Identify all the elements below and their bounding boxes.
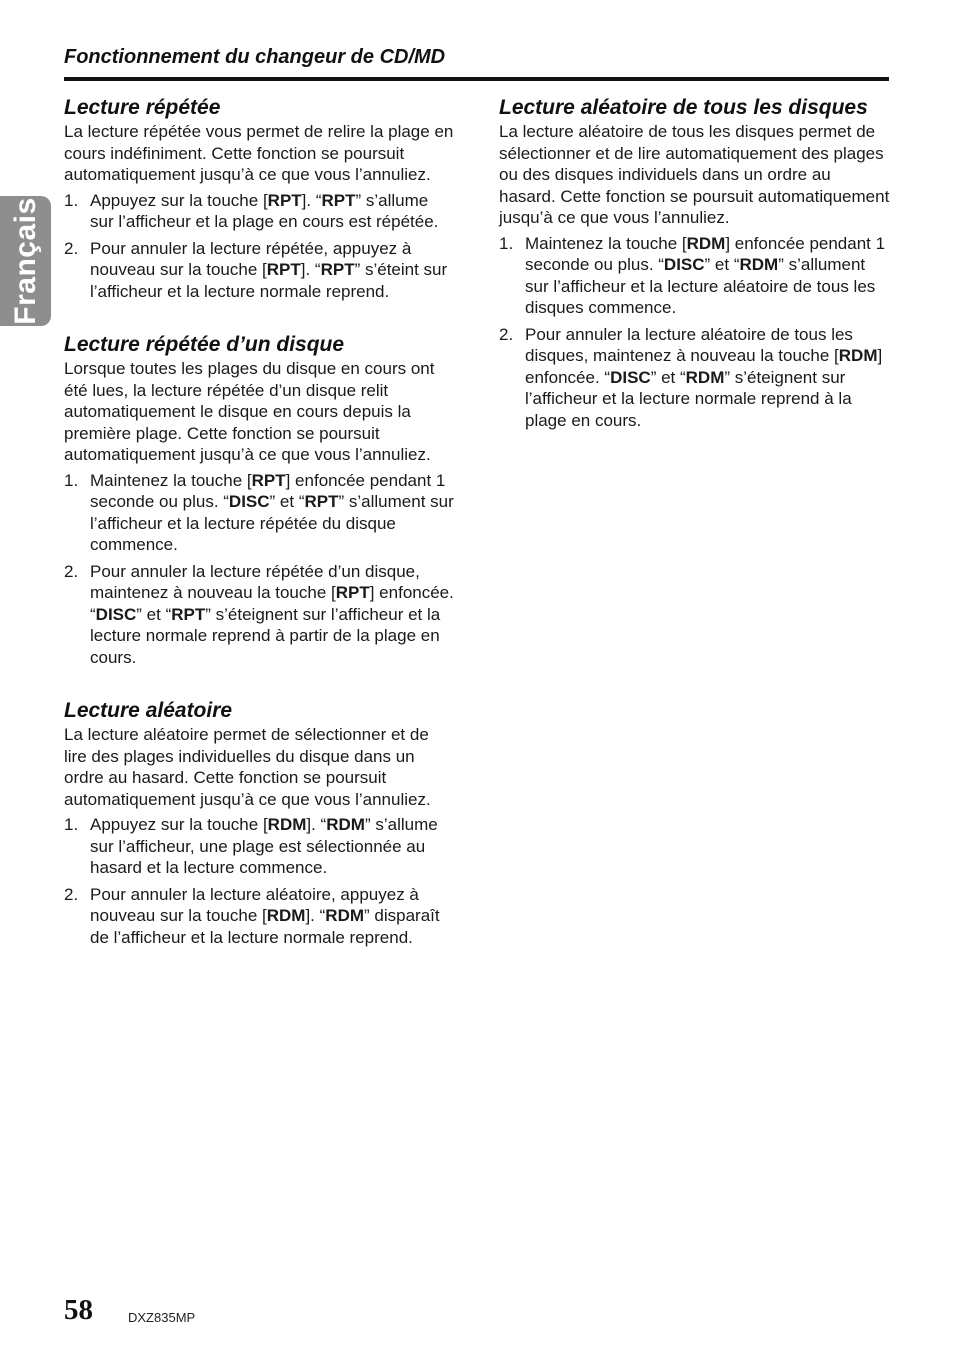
step-text: ” et “ [704, 255, 740, 274]
step-text: Pour annuler la lecture répétée d’un disque, maintenez à nouveau la touche [ [90, 561, 420, 602]
section-heading: Lecture répétée [64, 96, 221, 119]
button-key-label: RPT [267, 190, 302, 210]
step-text: Pour annuler la lecture aléatoire de tous les disques, maintenez à nouveau la touche [ [525, 324, 853, 365]
step-text: ]. “ [300, 260, 321, 279]
step-item [64, 190, 456, 233]
left-column [64, 94, 456, 977]
step-text: Appuyez sur la touche [ [90, 190, 268, 210]
step-text: ]. “ [301, 190, 322, 210]
button-key-label: RPT [251, 470, 286, 490]
section-heading: Lecture aléatoire [64, 699, 233, 722]
section-heading: Lecture aléatoire de tous les disques [499, 96, 868, 119]
step-text: ]. “ [306, 815, 327, 834]
step-item [499, 233, 891, 319]
section [64, 331, 456, 668]
step-text: ” s’allument sur l’afficheur et la lecture répétée du disque commence. [90, 492, 454, 554]
button-key-label: RDM [686, 233, 726, 253]
section-paragraph: La lecture aléatoire permet de sélectionner et de lire des plages individuelles du disque dans un ordre au hasard. Cette fonction se poursuit automatiquement jusqu’à ce que vous l’annuliez. [64, 725, 431, 809]
step-item [64, 238, 456, 303]
right-column [499, 94, 891, 460]
button-key-label: RDM [267, 815, 307, 834]
step-list [64, 814, 456, 948]
step-text: ” et “ [269, 492, 305, 511]
page-header-title: Fonctionnement du changeur de CD/MD [64, 46, 446, 68]
button-key-label: RDM [838, 346, 878, 365]
section-paragraph: La lecture aléatoire de tous les disques permet de sélectionner et de lire automatiquement des plages ou des disques individuels dans un ordre au hasard. Cette fonction se poursuit automatiquement jusqu’à ce que vous l’annuliez. [499, 122, 890, 227]
step-number: 2. [499, 324, 514, 344]
step-text: ” disparaît de l’afficheur et la lecture normale reprend. [90, 906, 440, 947]
step-number: 2. [64, 884, 79, 904]
step-text: Maintenez la touche [ [525, 233, 687, 253]
step-text: ]. “ [305, 906, 326, 925]
step-text: ] enfoncée pendant 1 seconde ou plus. “ [525, 233, 886, 274]
section-paragraph: Lorsque toutes les plages du disque en cours ont été lues, la lecture répétée d’un disque relit automatiquement le disque en cours depuis la première plage. Cette fonction se poursuit automatiquement jusqu’à ce que vous l’annuliez. [64, 359, 435, 464]
step-text: ” s’éteint sur l’afficheur et la lecture normale reprend. [90, 260, 448, 301]
step-text: ” et “ [136, 604, 172, 624]
section-heading: Lecture répétée d’un disque [64, 333, 345, 356]
button-key-label: RDM [266, 906, 306, 925]
step-list [499, 233, 891, 432]
button-key-label: DISC [228, 492, 270, 511]
button-key-label: RPT [171, 604, 206, 624]
button-key-label: DISC [663, 255, 705, 274]
language-tab-label: Français [8, 197, 42, 325]
button-key-label: RPT [320, 260, 355, 279]
button-key-label: RDM [326, 815, 365, 834]
step-text: ” s’éteignent sur l’afficheur et la lecture normale reprend à la plage en cours. [525, 367, 852, 430]
button-key-label: RPT [335, 583, 370, 602]
button-key-label: RPT [304, 492, 339, 511]
button-key-label: DISC [610, 367, 651, 387]
step-number: 2. [64, 238, 79, 258]
step-number: 1. [64, 190, 79, 210]
language-tab [0, 196, 51, 326]
step-text: Appuyez sur la touche [ [90, 815, 268, 834]
step-number: 1. [64, 815, 79, 834]
step-text: ] enfoncée. “ [90, 583, 454, 624]
step-text: ” s’allume sur l’afficheur, une plage est sélectionnée au hasard et la lecture commence. [90, 815, 438, 877]
step-text: ” s’allument sur l’afficheur et la lecture aléatoire de tous les disques commence. [525, 255, 876, 317]
button-key-label: DISC [95, 604, 137, 624]
step-list [64, 190, 456, 303]
step-number: 1. [64, 470, 79, 490]
step-number: 1. [499, 233, 514, 253]
step-list [64, 470, 456, 669]
step-text: ” s’éteignent sur l’afficheur et la lecture normale reprend à partir de la plage en cours. [90, 604, 441, 667]
page-number: 58 [64, 1294, 93, 1326]
step-number: 2. [64, 561, 79, 581]
section [499, 94, 891, 431]
step-item [64, 884, 456, 949]
step-text: Maintenez la touche [ [90, 470, 252, 490]
section-paragraph: La lecture répétée vous permet de relire la plage en cours indéfiniment. Cette fonction se poursuit automatiquement jusqu’à ce que vous l’annuliez. [64, 122, 454, 184]
step-text: Pour annuler la lecture répétée, appuyez à nouveau sur la touche [ [90, 238, 412, 279]
step-item [64, 470, 456, 556]
section [64, 697, 456, 948]
model-name: DXZ835MP [128, 1310, 196, 1325]
button-key-label: RPT [321, 190, 356, 210]
button-key-label: RDM [739, 255, 779, 274]
step-text: ] enfoncée pendant 1 seconde ou plus. “ [90, 470, 446, 511]
header-divider [64, 77, 889, 81]
section [64, 94, 456, 302]
step-item [499, 324, 891, 432]
button-key-label: RDM [685, 367, 725, 387]
step-item [64, 814, 456, 879]
step-text: ] enfoncée. “ [525, 346, 883, 387]
button-key-label: RPT [266, 260, 301, 279]
step-text: Pour annuler la lecture aléatoire, appuyez à nouveau sur la touche [ [90, 884, 419, 925]
step-text: ” s’allume sur l’afficheur et la plage en cours est répétée. [90, 190, 439, 231]
button-key-label: RDM [325, 906, 365, 925]
step-item [64, 561, 456, 669]
step-text: ” et “ [650, 367, 686, 387]
